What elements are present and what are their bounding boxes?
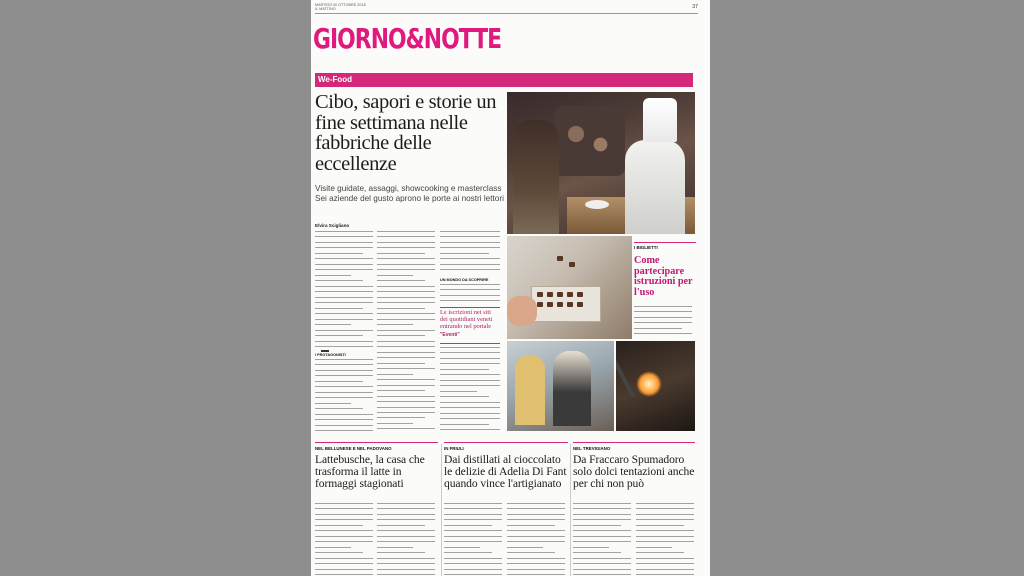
text-line [377, 269, 435, 273]
photo-hand [507, 296, 537, 326]
text-line [315, 313, 373, 317]
bottom-rule-2 [444, 442, 568, 443]
main-body-column-3a [440, 231, 500, 275]
text-line [315, 297, 373, 301]
text-line [315, 558, 373, 562]
text-line [315, 414, 373, 418]
text-line [636, 558, 694, 562]
photo-child [515, 355, 545, 425]
text-line [440, 418, 500, 422]
text-line [440, 236, 500, 240]
photo-chocolate [557, 302, 563, 307]
column-separator [441, 444, 442, 576]
bottom-body-1b [377, 503, 435, 576]
text-line [377, 258, 435, 262]
text-line [315, 419, 373, 423]
text-line [573, 541, 631, 545]
header-rule [315, 13, 698, 14]
text-line [377, 253, 425, 257]
text-line [636, 541, 694, 545]
text-line [507, 541, 565, 545]
text-line [315, 253, 363, 257]
text-line [315, 541, 373, 545]
text-line [377, 401, 435, 405]
text-line [377, 236, 435, 240]
text-line [440, 374, 500, 378]
text-line [377, 341, 435, 345]
text-line [634, 311, 692, 315]
text-line [573, 519, 631, 523]
text-line [636, 514, 694, 518]
text-line [315, 519, 373, 523]
text-line [636, 530, 694, 534]
photo-crowd [555, 106, 625, 176]
paper-name: IL MATTINO [315, 7, 336, 12]
text-line [444, 552, 492, 556]
text-line [573, 569, 631, 573]
text-line [573, 525, 621, 529]
text-line [440, 396, 489, 400]
text-line [573, 503, 631, 507]
text-line [507, 525, 555, 529]
photo-chef-hat [643, 98, 677, 142]
text-line [315, 569, 373, 573]
photo-flame [636, 371, 662, 397]
text-line [636, 569, 694, 573]
text-line [444, 569, 502, 573]
text-line [573, 508, 631, 512]
text-line [377, 541, 435, 545]
photo-chocolate [567, 302, 573, 307]
text-line [440, 363, 500, 367]
text-line [636, 525, 684, 529]
photo-chocolate [577, 302, 583, 307]
text-line [315, 530, 373, 534]
text-line [636, 563, 694, 567]
text-line [377, 503, 435, 507]
text-line [634, 317, 692, 321]
text-line [444, 536, 502, 540]
photo-children-workshop [507, 341, 614, 431]
bottom-kicker-3: NEL TREVIGIANO [573, 446, 611, 451]
sidebar-rule [634, 242, 696, 243]
text-line [440, 231, 500, 235]
pull-quote-text: Le iscrizioni nei siti dei quotidiani veneti entrando nel portale [440, 309, 493, 330]
text-line [634, 306, 692, 310]
photo-chocolate [537, 302, 543, 307]
text-line [377, 547, 413, 551]
text-line [377, 368, 435, 372]
main-body-column-3b [440, 284, 500, 306]
photo-chocolate [567, 292, 573, 297]
text-line [377, 280, 425, 284]
text-line [377, 407, 435, 411]
text-line [377, 275, 413, 279]
photo-chocolate [547, 292, 553, 297]
text-line [377, 291, 435, 295]
text-line [634, 333, 692, 336]
text-line [440, 352, 500, 356]
text-line [440, 429, 500, 433]
byline: Elvira Scigliano [315, 223, 350, 228]
newspaper-page [311, 0, 710, 576]
text-line [377, 525, 425, 529]
text-line [377, 417, 425, 421]
photo-chocolate [557, 292, 563, 297]
text-line [377, 302, 435, 306]
sidebar-kicker: I BIGLIETTI [634, 245, 658, 250]
main-body-column-2 [377, 231, 435, 437]
text-line [444, 525, 492, 529]
text-line [377, 519, 435, 523]
photo-chocolates [507, 236, 632, 339]
text-line [440, 247, 500, 251]
subhead-mondo: UN MONDO DA SCOPRIRE [440, 278, 489, 282]
text-line [315, 364, 373, 368]
text-line [440, 284, 500, 288]
text-line [444, 530, 502, 534]
text-line [440, 264, 500, 268]
bottom-body-3b [636, 503, 694, 576]
text-line [634, 322, 692, 326]
text-line [440, 424, 489, 428]
text-line [377, 242, 435, 246]
bottom-rule-3 [573, 442, 695, 443]
text-line [315, 397, 373, 401]
bottom-headline-2: Dai distillati al cioccolato le delizie di Adelia Di Fant quando vince l'artigianato [444, 453, 567, 490]
text-line [377, 346, 435, 350]
text-line [315, 408, 363, 412]
page-number: 37 [692, 4, 698, 10]
text-line [636, 552, 684, 556]
text-line [444, 508, 502, 512]
main-body-column-3c [440, 347, 500, 437]
text-line [377, 313, 435, 317]
text-line [315, 335, 363, 339]
text-line [377, 412, 435, 416]
text-line [315, 319, 373, 323]
text-line [315, 392, 373, 396]
issue-date: MARTEDÌ 30 OTTOBRE 2018 [315, 3, 366, 7]
text-line [440, 300, 500, 304]
quote-rule-top [440, 307, 500, 308]
photo-chef-showcooking [507, 92, 695, 234]
text-line [507, 547, 543, 551]
photo-chocolate [569, 262, 575, 267]
text-line [315, 536, 373, 540]
photo-chocolate [557, 256, 563, 261]
section-masthead: GIORNO&NOTTE [313, 22, 502, 55]
text-line [440, 289, 500, 293]
photo-chocolate [537, 292, 543, 297]
text-line [507, 519, 565, 523]
text-line [315, 236, 373, 240]
text-line [636, 503, 694, 507]
text-line [507, 508, 565, 512]
text-line [377, 390, 425, 394]
text-line [315, 308, 363, 312]
text-line [444, 503, 502, 507]
text-line [440, 369, 489, 373]
main-body-column-1 [315, 231, 373, 350]
main-headline: Cibo, sapori e storie un fine settimana nelle fabbriche delle eccellenze [315, 91, 497, 175]
bottom-body-1a [315, 503, 373, 576]
text-line [315, 381, 363, 385]
text-line [315, 525, 363, 529]
pull-quote-link: "Eventi" [440, 332, 460, 338]
text-line [444, 558, 502, 562]
text-line [573, 530, 631, 534]
text-line [573, 563, 631, 567]
section-label: We-Food [318, 75, 353, 84]
text-line [377, 247, 435, 251]
text-line [507, 503, 565, 507]
text-line [377, 319, 435, 323]
text-line [573, 536, 631, 540]
text-line [315, 552, 363, 556]
bottom-headline-3: Da Fraccaro Spumadoro solo dolci tentazioni anche per chi non può [573, 453, 695, 490]
text-line [377, 379, 435, 383]
text-line [440, 269, 500, 273]
text-line [377, 508, 435, 512]
text-line [440, 385, 500, 389]
text-line [636, 547, 672, 551]
text-line [315, 341, 373, 345]
text-line [636, 519, 694, 523]
text-line [315, 280, 363, 284]
text-line [315, 242, 373, 246]
bottom-kicker-1: NEL BELLUNESE E NEL PADOVANO [315, 446, 392, 451]
text-line [377, 423, 413, 427]
pull-quote [440, 309, 500, 338]
text-line [315, 359, 373, 363]
subhead-protagonisti: I PROTAGONISTI [315, 353, 346, 357]
text-line [440, 380, 500, 384]
bottom-body-2a [444, 503, 502, 576]
text-line [377, 324, 413, 328]
text-line [315, 370, 373, 374]
text-line [507, 558, 565, 562]
text-line [315, 286, 373, 290]
text-line [315, 247, 373, 251]
text-line [444, 563, 502, 567]
photo-chef [625, 140, 685, 234]
text-line [507, 514, 565, 518]
bottom-body-2b [507, 503, 565, 576]
text-line [377, 335, 425, 339]
text-line [573, 547, 609, 551]
text-line [507, 552, 555, 556]
text-line [315, 275, 351, 279]
text-line [315, 547, 351, 551]
text-line [377, 374, 413, 378]
text-line [507, 563, 565, 567]
text-line [315, 231, 373, 235]
text-line [440, 391, 477, 395]
text-line [440, 407, 500, 411]
bottom-body-3a [573, 503, 631, 576]
text-line [315, 264, 373, 268]
text-line [377, 552, 425, 556]
text-line [315, 508, 373, 512]
text-line [440, 402, 500, 406]
text-line [377, 297, 435, 301]
sidebar-title: Come partecipare istruzioni per l'uso [634, 255, 693, 298]
photo-torch [616, 360, 635, 397]
text-line [440, 258, 500, 262]
text-line [377, 352, 435, 356]
subhead-marker [321, 350, 329, 352]
text-line [377, 363, 425, 367]
bottom-kicker-2: IN FRIULI [444, 446, 464, 451]
sidebar-box [634, 242, 696, 336]
text-line [636, 536, 694, 540]
text-line [315, 425, 373, 429]
text-line [377, 563, 435, 567]
text-line [573, 552, 621, 556]
text-line [444, 519, 502, 523]
section-bar [315, 73, 693, 87]
main-subheadline: Visite guidate, assaggi, showcooking e masterclass Sei aziende del gusto aprono le porte ai nostri lettori [315, 184, 504, 203]
text-line [315, 503, 373, 507]
text-line [507, 536, 565, 540]
text-line [315, 258, 373, 262]
text-line [444, 547, 480, 551]
photo-plate [585, 200, 609, 209]
text-line [315, 563, 373, 567]
text-line [377, 428, 435, 432]
column-separator [570, 444, 571, 576]
text-line [444, 541, 502, 545]
text-line [573, 558, 631, 562]
text-line [315, 514, 373, 518]
text-line [315, 324, 351, 328]
text-line [377, 514, 435, 518]
text-line [377, 231, 435, 235]
text-line [377, 357, 435, 361]
text-line [377, 286, 435, 290]
text-line [377, 569, 435, 573]
text-line [377, 330, 435, 334]
text-line [440, 253, 489, 257]
text-line [377, 396, 435, 400]
bottom-rule-1 [315, 442, 438, 443]
text-line [634, 328, 682, 332]
text-line [315, 386, 373, 390]
text-line [315, 330, 373, 334]
text-line [507, 569, 565, 573]
photo-chocolate [577, 292, 583, 297]
text-line [440, 242, 500, 246]
text-line [315, 375, 373, 379]
quote-rule-bottom [440, 343, 500, 344]
text-line [440, 358, 500, 362]
main-body-column-1b [315, 359, 373, 437]
sidebar-body [634, 306, 692, 336]
text-line [315, 403, 351, 407]
text-line [315, 291, 373, 295]
photo-torch-cooking [616, 341, 695, 431]
text-line [377, 264, 435, 268]
photo-chocolate [547, 302, 553, 307]
text-line [444, 514, 502, 518]
text-line [440, 347, 500, 351]
text-line [315, 269, 373, 273]
text-line [440, 413, 500, 417]
text-line [315, 302, 373, 306]
photo-woman [513, 120, 559, 234]
bottom-headline-1: Lattebusche, la casa che trasforma il latte in formaggi stagionati [315, 453, 425, 490]
text-line [636, 508, 694, 512]
text-line [377, 530, 435, 534]
text-line [507, 530, 565, 534]
text-line [573, 514, 631, 518]
text-line [377, 385, 435, 389]
text-line [377, 308, 425, 312]
text-line [315, 430, 373, 434]
photo-adult [553, 351, 591, 426]
text-line [440, 295, 500, 299]
text-line [377, 558, 435, 562]
text-line [377, 536, 435, 540]
